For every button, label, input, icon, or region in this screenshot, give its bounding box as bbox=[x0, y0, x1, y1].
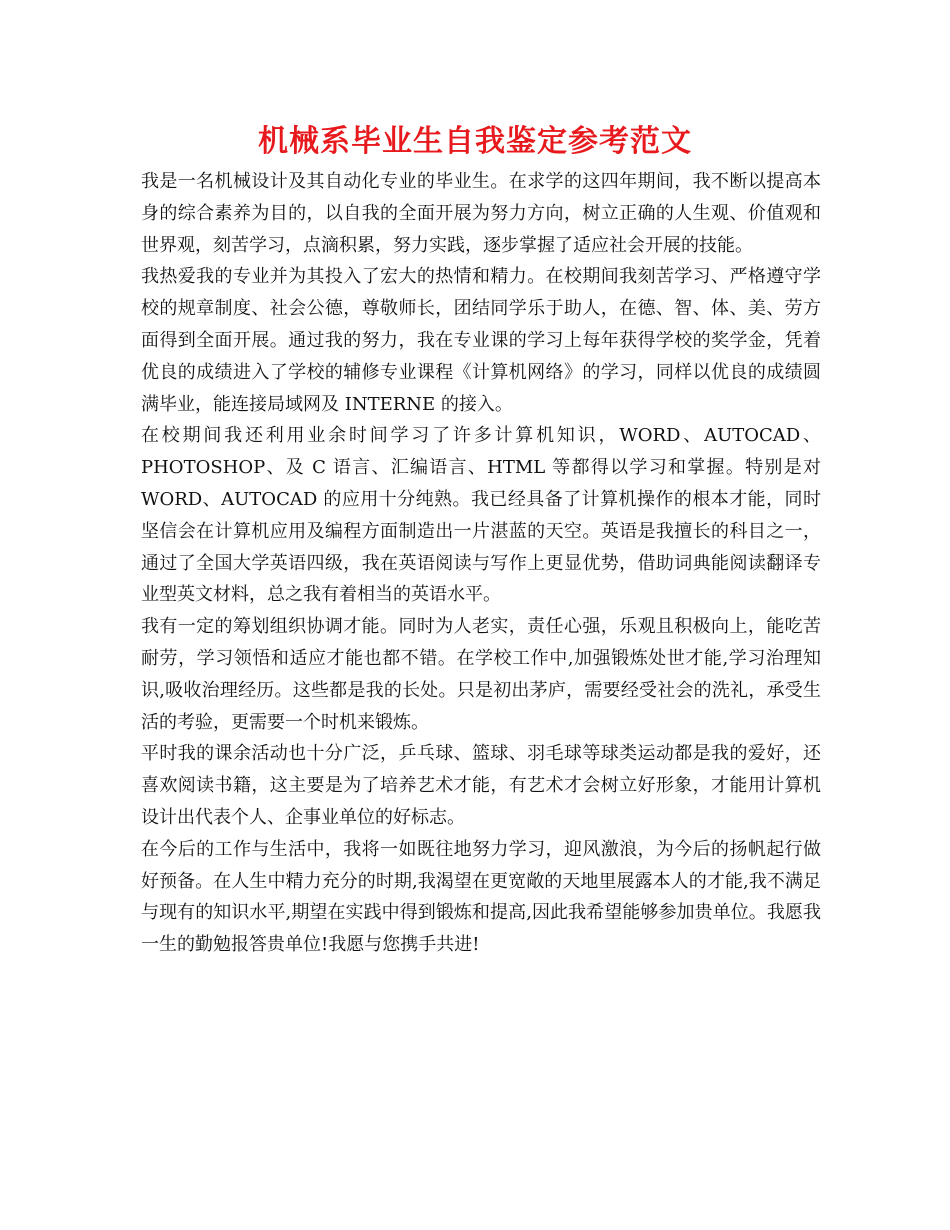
document-body bbox=[141, 166, 821, 961]
paragraph-major: 我热爱我的专业并为其投入了宏大的热情和精力。在校期间我刻苦学习、严格遵守学校的规章制度、社会公德，尊敬师长，团结同学乐于助人，在德、智、体、美、劳方面得到全面开展。通过我的努力，我在专业课的学习上每年获得学校的奖学金，凭着优良的成绩进入了学校的辅修专业课程《计算机网络》的学习，同样以优良的成绩圆满毕业，能连接局域网及 INTERNE 的接入。 bbox=[141, 266, 821, 415]
paragraph-abilities: 我有一定的筹划组织协调才能。同时为人老实，责任心强，乐观且积极向上，能吃苦耐劳，学习领悟和适应才能也都不错。在学校工作中,加强锻炼处世才能,学习治理知识,吸收治理经历。这些都是我的长处。只是初出茅庐，需要经受社会的洗礼，承受生活的考验，更需要一个时机来锻炼。 bbox=[141, 616, 821, 733]
document-title: 机械系毕业生自我鉴定参考范文 bbox=[258, 124, 692, 159]
paragraph-computer-skills: 在校期间我还利用业余时间学习了许多计算机知识，WORD、AUTOCAD、PHOTOSHOP、及 C 语言、汇编语言、HTML 等都得以学习和掌握。特别是对 WORD、AUTOCAD 的应用十分纯熟。我已经具备了计算机操作的根本才能，同时坚信会在计算机应用及编程方面制造出一片湛蓝的天空。英语是我擅长的科目之一，通过了全国大学英语四级，我在英语阅读与写作上更显优势，借助词典能阅读翻译专业型英文材料，总之我有着相当的英语水平。 bbox=[141, 425, 821, 606]
paragraph-intro: 我是一名机械设计及其自动化专业的毕业生。在求学的这四年期间，我不断以提高本身的综合素养为目的，以自我的全面开展为努力方向，树立正确的人生观、价值观和世界观，刻苦学习，点滴积累，努力实践，逐步掌握了适应社会开展的技能。 bbox=[141, 171, 821, 256]
paragraph-conclusion: 在今后的工作与生活中，我将一如既往地努力学习，迎风激浪，为今后的扬帆起行做好预备。在人生中精力充分的时期,我渴望在更宽敞的天地里展露本人的才能,我不满足与现有的知识水平,期望在实践中得到锻炼和提高,因此我希望能够参加贵单位。我愿我一生的勤勉报答贵单位!我愿与您携手共进! bbox=[141, 838, 821, 956]
paragraph-hobbies: 平时我的课余活动也十分广泛，乒乓球、篮球、羽毛球等球类运动都是我的爱好，还喜欢阅读书籍，这主要是为了培养艺术才能，有艺术才会树立好形象，才能用计算机设计出代表个人、企事业单位的好标志。 bbox=[141, 743, 821, 828]
